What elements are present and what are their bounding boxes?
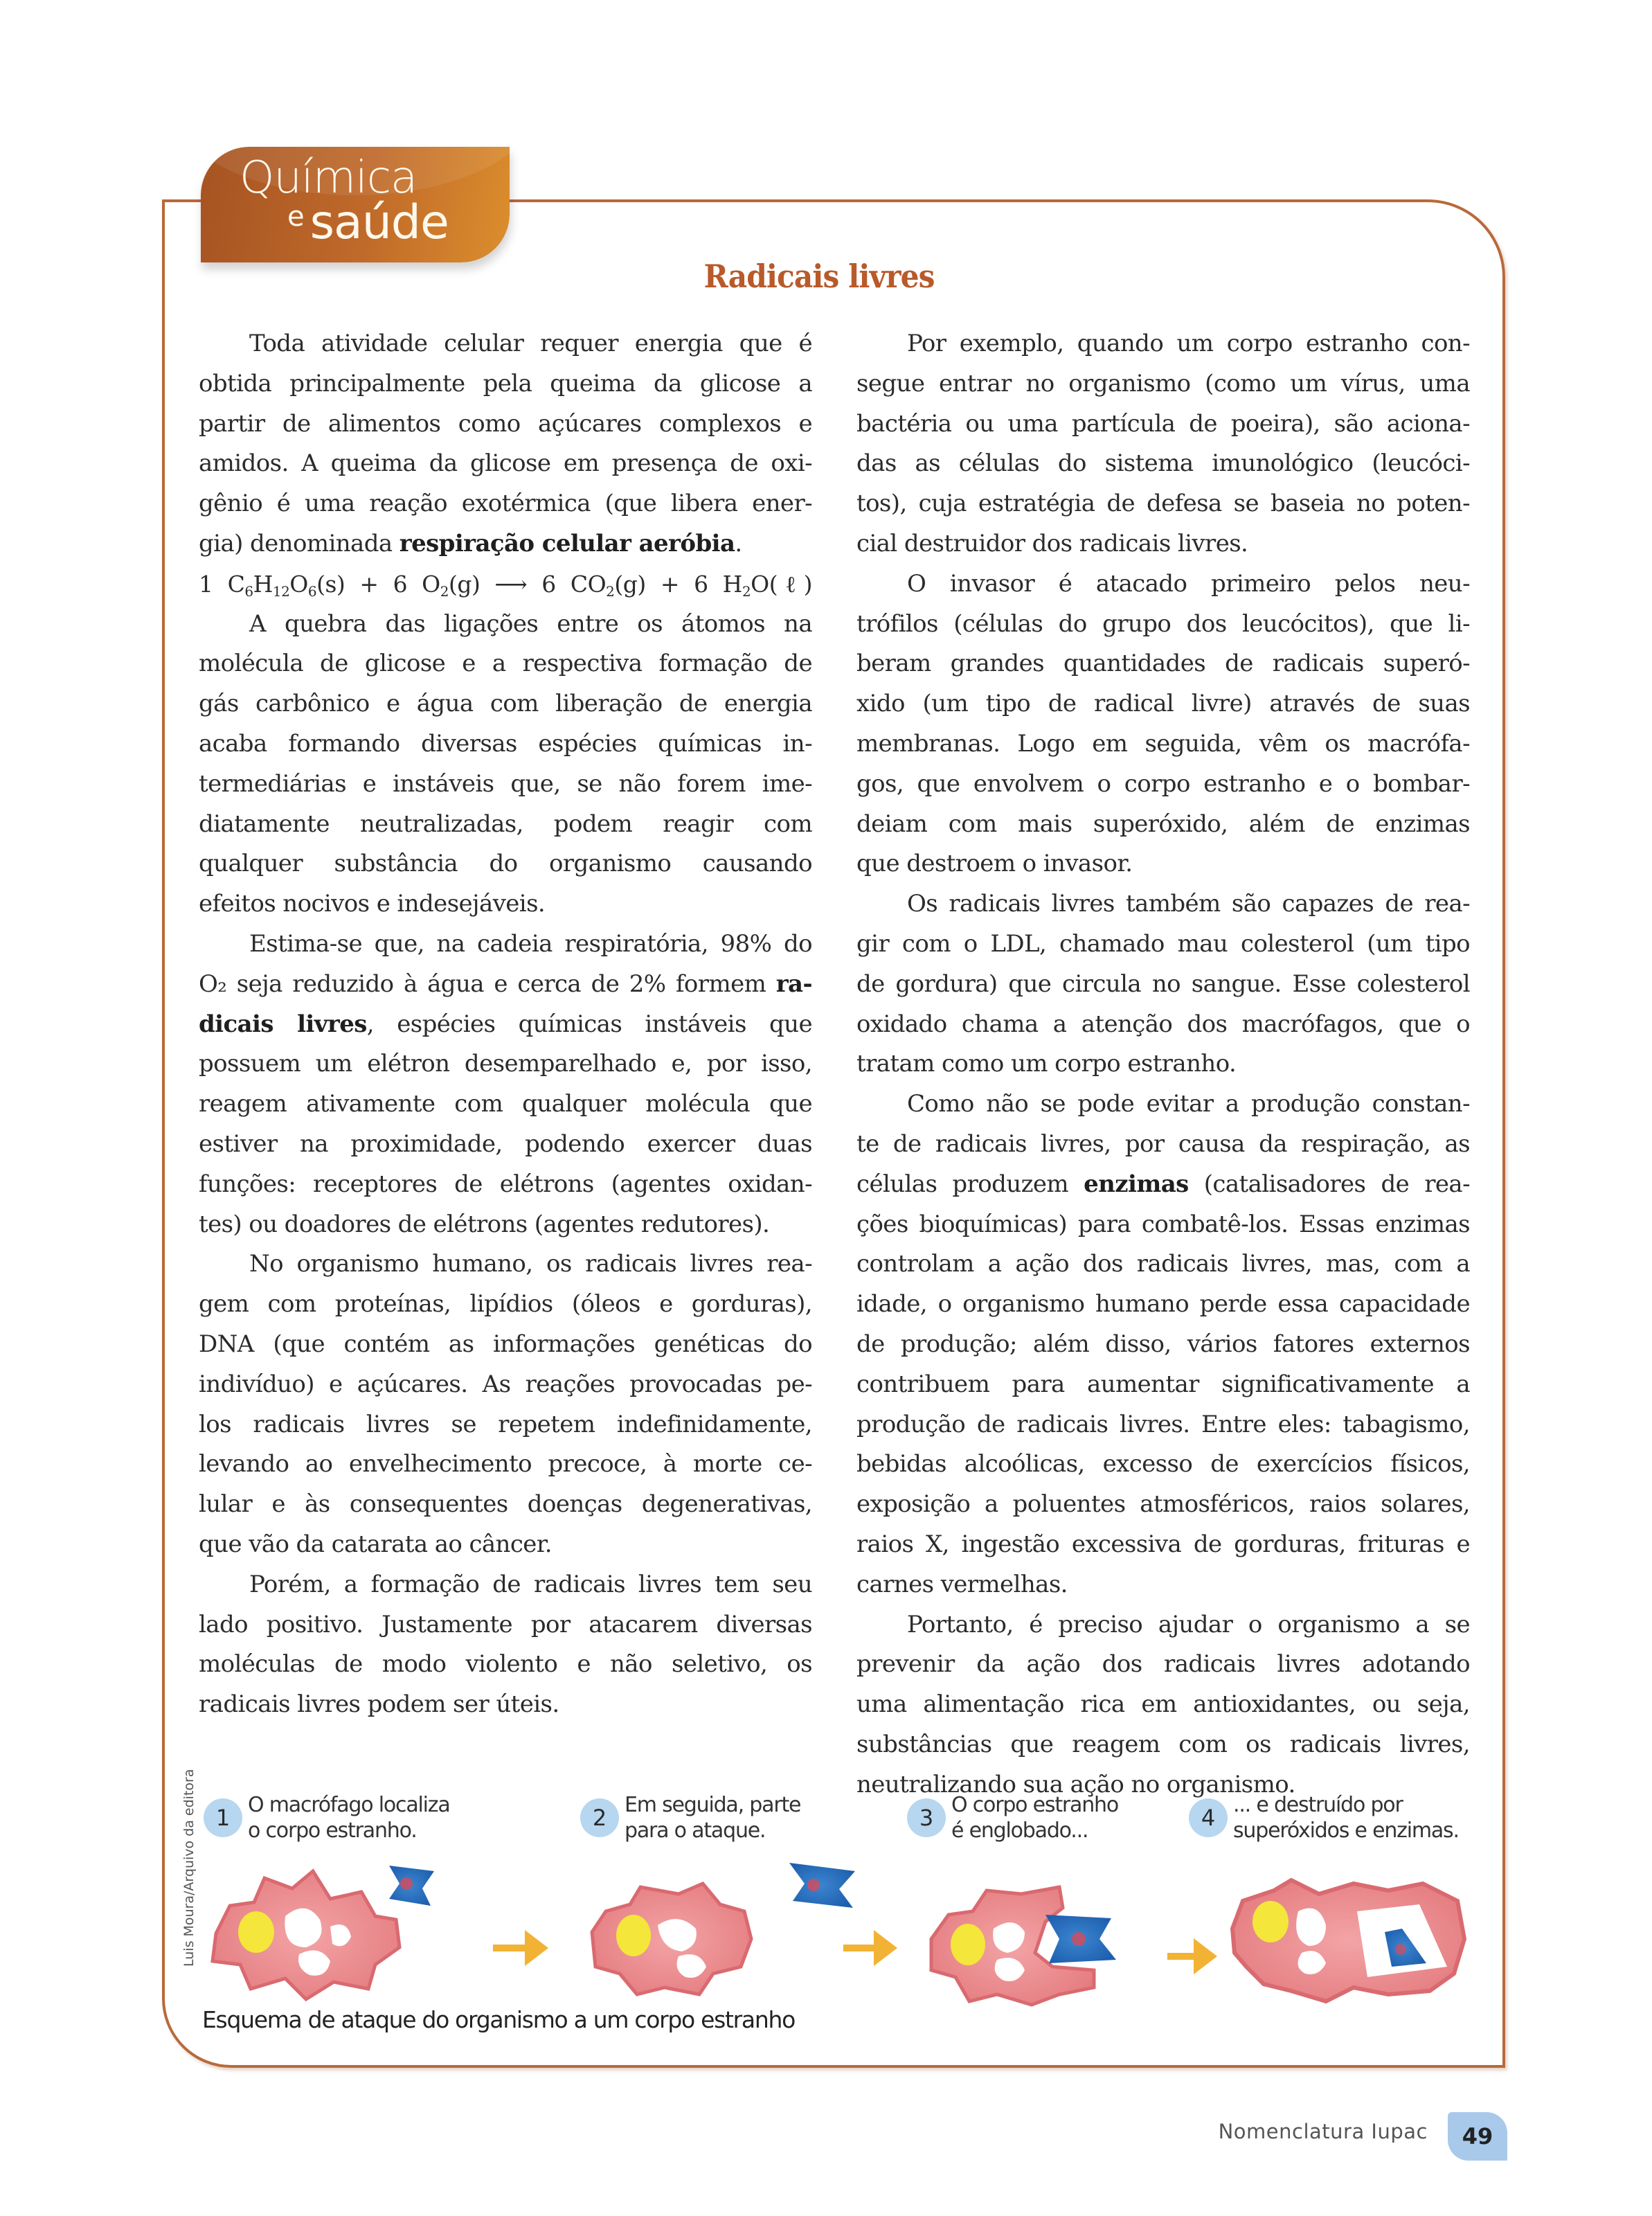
text-line: diatamente neutralizadas, podem reagir com: [199, 810, 812, 838]
subscript: 12: [272, 582, 290, 600]
text-line: idade, o organismo humano perde essa capacidade: [856, 1290, 1470, 1319]
text-line: gia) denominada respiração celular aeróbia.: [199, 529, 742, 557]
subscript: 2: [742, 582, 751, 600]
text-line: beram grandes quantidades de radicais superó-: [856, 650, 1470, 678]
text-line: células produzem enzimas (catalisadores de rea-: [856, 1170, 1470, 1198]
text-line: efeitos nocivos e indesejáveis.: [199, 890, 546, 918]
text-line: raios X, ingestão excessiva de gorduras, frituras e: [856, 1530, 1470, 1558]
text-line: gir com o LDL, chamado mau colesterol (um tipo: [856, 929, 1470, 958]
subscript: 6: [307, 582, 317, 600]
section-tab-saude: saúde: [309, 195, 449, 250]
text-line: qualquer substância do organismo causando: [199, 850, 812, 878]
text-line: gos, que envolvem o corpo estranho e o bombar-: [856, 769, 1470, 798]
text-line: gênio é uma reação exotérmica (que libera ener-: [199, 490, 812, 518]
text-line: Portanto, é preciso ajudar o organismo a se: [907, 1610, 1470, 1638]
text-line: xido (um tipo de radical livre) através de suas: [856, 690, 1470, 718]
step-line: o corpo estranho.: [248, 1819, 417, 1843]
text-line: das as células do sistema imunológico (leucóci-: [856, 449, 1470, 478]
image-credit: Luis Moura/Arquivo da editora: [181, 1769, 197, 1967]
arrow-1-icon: [525, 1930, 548, 1966]
text-line: gem com proteínas, lipídios (óleos e gorduras),: [199, 1290, 812, 1319]
subscript: 2: [440, 582, 449, 600]
section-tab-line1: Química: [240, 152, 418, 204]
text-line: ções bioquímicas) para combatê-los. Essas enzimas: [856, 1210, 1470, 1238]
text-line: contribuem para aumentar significativamente a: [856, 1370, 1470, 1398]
page-number: 49: [1448, 2112, 1507, 2161]
right-column: [856, 324, 1470, 1805]
article-title: [0, 258, 1652, 295]
bold-term: dicais livres: [199, 1010, 367, 1038]
bold-term: ra-: [775, 970, 812, 998]
text-line: moléculas de modo violento e não seletivo, os: [199, 1650, 812, 1679]
step-line: é englobado...: [951, 1819, 1088, 1843]
text-line: O invasor é atacado primeiro pelos neu-: [907, 569, 1470, 598]
text-line: exposição a poluentes atmosféricos, raios solares,: [856, 1490, 1470, 1519]
step-number-badge: 3: [907, 1798, 946, 1837]
step-number-badge: 2: [580, 1798, 619, 1837]
text-line: tes) ou doadores de elétrons (agentes redutores).: [199, 1210, 770, 1238]
step-line: O corpo estranho: [951, 1793, 1119, 1817]
arrow-2-icon: [874, 1930, 897, 1966]
text-line: uma alimentação rica em antioxidantes, ou seja,: [856, 1690, 1470, 1719]
text-line: cial destruidor dos radicais livres.: [856, 529, 1248, 557]
text-line: levando ao envelhecimento precoce, à morte ce-: [199, 1450, 812, 1478]
text-line: Porém, a formação de radicais livres tem seu: [249, 1570, 812, 1598]
text-line: carnes vermelhas.: [856, 1570, 1068, 1598]
text-line: neutralizando sua ação no organismo.: [856, 1770, 1295, 1798]
step-line: Em seguida, parte: [625, 1793, 801, 1817]
text-line: produção de radicais livres. Entre eles: tabagismo,: [856, 1410, 1470, 1438]
section-tab-e: e: [287, 201, 305, 233]
macrophage-stage-3-illustration: [921, 1863, 1170, 2008]
text-line: Por exemplo, quando um corpo estranho con-: [907, 330, 1470, 357]
text-line: membranas. Logo em seguida, vêm os macrófa-: [856, 729, 1470, 758]
step-number-badge: 1: [204, 1798, 242, 1837]
text-line: controlam a ação dos radicais livres, mas, com a: [856, 1250, 1470, 1278]
macrophage-stage-4-illustration: [1222, 1863, 1478, 2008]
text-line: tos), cuja estratégia de defesa se baseia no poten-: [856, 490, 1470, 518]
macrophage-stage-1-illustration: [202, 1850, 438, 2003]
step-description: [1233, 1792, 1459, 1843]
subscript: 6: [244, 582, 253, 600]
text-line: substâncias que reagem com os radicais livres,: [856, 1730, 1470, 1758]
text-line: molécula de glicose e a respectiva formação de: [199, 650, 812, 678]
left-column: [199, 324, 812, 1725]
step-description: [951, 1792, 1118, 1843]
text-line: dicais livres, espécies químicas instáveis que: [199, 1010, 812, 1038]
text-line: prevenir da ação dos radicais livres adotando: [856, 1650, 1470, 1679]
step-number-badge: 4: [1189, 1798, 1228, 1837]
text-line: possuem um elétron desemparelhado e, por isso,: [199, 1050, 812, 1078]
text-line: lular e às consequentes doenças degenerativas,: [199, 1490, 812, 1519]
text-line: radicais livres podem ser úteis.: [199, 1690, 559, 1719]
footer-book-title: Nomenclatura Iupac: [1218, 2120, 1428, 2143]
text-line: segue entrar no organismo (como um vírus, uma: [856, 369, 1470, 397]
step-1: [204, 1792, 450, 1843]
chemical-equation: 1 $C_6H_{12}O_6(s) + 6$ $O_2(g)$ ⟶ 6 $CO_2(g) + 6$ $H_2O(\ell)$: [199, 570, 812, 600]
step-4: [1189, 1792, 1459, 1843]
step-line: superóxidos e enzimas.: [1233, 1819, 1459, 1843]
step-description: [248, 1792, 450, 1843]
text-line: O₂ seja reduzido à água e cerca de 2% formem ra-: [199, 970, 812, 998]
arrow-1-shaft: [493, 1945, 528, 1951]
text-line: que destroem o invasor.: [856, 850, 1133, 878]
text-line: acaba formando diversas espécies químicas in-: [199, 729, 812, 758]
arrow-3-icon: [1194, 1938, 1217, 1974]
text-line: No organismo humano, os radicais livres rea-: [249, 1250, 812, 1278]
text-line: de gordura) que circula no sangue. Esse colesterol: [856, 970, 1470, 998]
text-line: bebidas alcoólicas, excesso de exercícios físicos,: [856, 1450, 1470, 1478]
arrow-2-shaft: [843, 1945, 878, 1951]
text-line: indivíduo) e açúcares. As reações provocadas pe-: [199, 1370, 812, 1398]
step-2: [580, 1792, 800, 1843]
text-line: Os radicais livres também são capazes de rea-: [907, 890, 1470, 918]
bold-term: enzimas: [1084, 1170, 1189, 1198]
text-line: deiam com mais superóxido, além de enzimas: [856, 810, 1470, 838]
text-line: obtida principalmente pela queima da glicose a: [199, 369, 812, 397]
text-line: tratam como um corpo estranho.: [856, 1050, 1237, 1078]
step-description: [625, 1792, 800, 1843]
text-line: oxidado chama a atenção dos macrófagos, que o: [856, 1010, 1470, 1038]
text-line: te de radicais livres, por causa da respiração, as: [856, 1129, 1470, 1158]
text-line: reagem ativamente com qualquer molécula que: [199, 1090, 812, 1118]
text-line: de produção; além disso, vários fatores externos: [856, 1330, 1470, 1358]
text-line: partir de alimentos como açúcares complexos e: [199, 409, 812, 438]
text-line: que vão da catarata ao câncer.: [199, 1530, 552, 1558]
text-line: Estima-se que, na cadeia respiratória, 98% do: [249, 929, 812, 958]
text-line: termediárias e instáveis que, se não forem ime-: [199, 769, 812, 798]
subscript: 2: [606, 582, 615, 600]
text-line: gás carbônico e água com liberação de energia: [199, 690, 812, 718]
text-line: lado positivo. Justamente por atacarem diversas: [199, 1610, 812, 1638]
text-line: A quebra das ligações entre os átomos na: [249, 609, 812, 638]
text-line: funções: receptores de elétrons (agentes oxidan-: [199, 1170, 812, 1198]
step-line: para o ataque.: [625, 1819, 766, 1843]
text-line: Como não se pode evitar a produção constan-: [907, 1090, 1470, 1118]
text-line: DNA (que contém as informações genéticas do: [199, 1330, 812, 1358]
text-line: bactéria ou uma partícula de poeira), são aciona-: [856, 409, 1470, 438]
step-3: [907, 1792, 1118, 1843]
macrophage-stage-2-illustration: [582, 1856, 886, 2001]
step-line: ... e destruído por: [1233, 1793, 1403, 1817]
section-tab-line2: [287, 188, 449, 258]
article-title-text: Radicais livres: [703, 258, 935, 295]
text-line: los radicais livres se repetem indefinidamente,: [199, 1410, 812, 1438]
step-line: O macrófago localiza: [248, 1793, 450, 1817]
text-line: Toda atividade celular requer energia que é: [249, 330, 812, 357]
text-line: amidos. A queima da glicose em presença de oxi-: [199, 449, 812, 478]
section-tab: [201, 147, 510, 262]
bold-term: respiração celular aeróbia: [399, 529, 735, 557]
text-line: trófilos (células do grupo dos leucócitos), que li-: [856, 609, 1470, 638]
figure-caption: Esquema de ataque do organismo a um corpo estranho: [202, 2006, 795, 2033]
text-line: estiver na proximidade, podendo exercer duas: [199, 1129, 812, 1158]
